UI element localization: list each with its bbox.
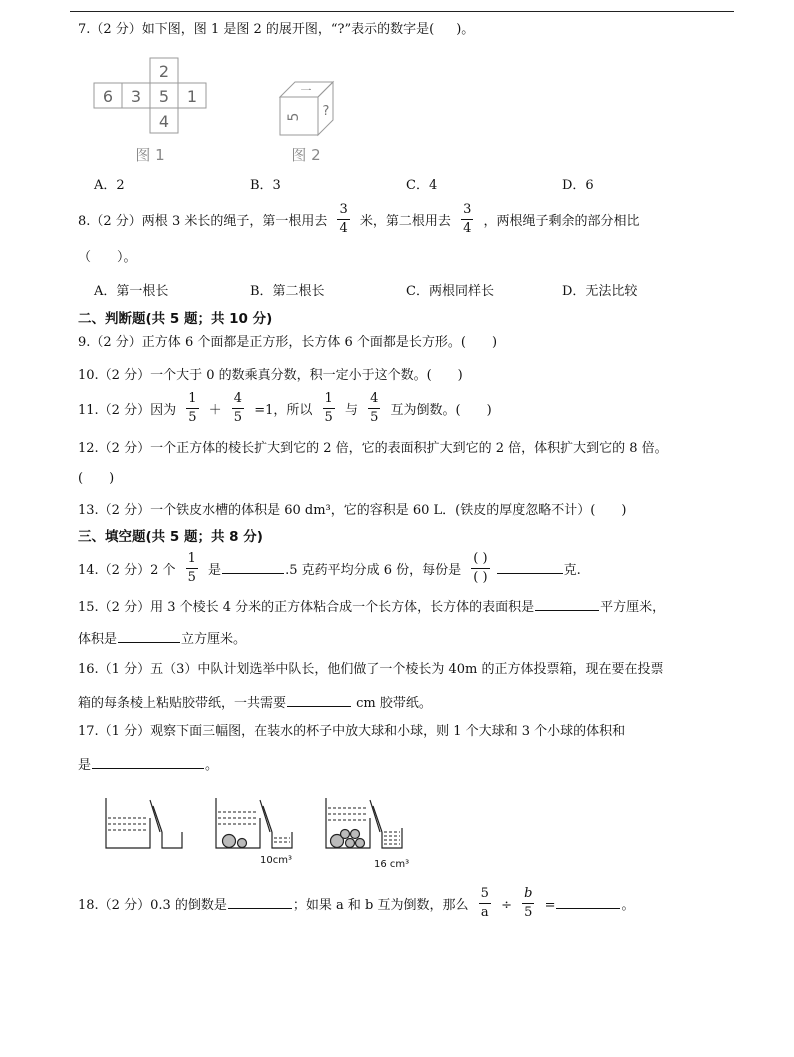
answer-blank[interactable]: [535, 596, 599, 611]
answer-blank[interactable]: [92, 754, 204, 769]
fraction: $\frac{4}{5}$: [233, 391, 243, 425]
fraction: $\frac{5}{a}$: [480, 886, 489, 920]
cube-side-face: ?: [322, 104, 330, 119]
fraction: $\frac{4}{5}$: [370, 391, 379, 425]
big-ball: [223, 835, 236, 848]
q8-option-b[interactable]: B．第二根长: [250, 284, 325, 299]
question-13: 13.（2 分）一个铁皮水槽的体积是 60 dm³，它的容积是 60 L．(铁皮的厚度忽略不计）( ): [78, 503, 627, 518]
answer-blank[interactable]: [228, 894, 292, 909]
question-15: 15.（2 分）用 3 个棱长 4 分米的正方体粘合成一个长方体，长方体的表面积是 平方厘米，: [78, 596, 665, 618]
question-10: 10.（2 分）一个大于 0 的数乘真分数，积一定小于这个数。( ): [78, 368, 463, 383]
net-cell-3: 5: [158, 87, 170, 106]
q8-option-a[interactable]: A．第一根长: [94, 284, 169, 299]
fraction: $\frac{3}{4}$: [339, 202, 348, 236]
figure-1-label: 图 1: [135, 146, 165, 164]
answer-blank[interactable]: [497, 559, 563, 574]
question-17: 17.（1 分）观察下面三幅图，在装水的杯子中放大球和小球，则 1 个大球和 3 个小球的体积和: [78, 724, 626, 739]
net-cell-1: 6: [102, 87, 114, 106]
small-ball: [341, 830, 350, 839]
q8-option-c[interactable]: C．两根同样长: [406, 284, 494, 299]
question-7: 7.（2 分）如下图，图 1 是图 2 的展开图，“?”表示的数字是( )。: [78, 22, 475, 37]
question-18: 18.（2 分）0.3 的倒数是 ；如果 a 和 b 互为倒数，那么 $\frac{5}{a}$ ÷ $\frac{b}{5}$ = 。: [78, 886, 635, 920]
fraction: $\frac{( )}{( )}$: [473, 551, 488, 585]
net-cell-2: 3: [130, 87, 142, 106]
section-2-heading: 二、判断题(共 5 题；共 10 分): [78, 311, 273, 327]
cube-net-figure: [90, 52, 350, 170]
net-cell-bottom: 4: [158, 112, 170, 131]
small-ball: [346, 839, 355, 848]
cup-label-2: 16 cm³: [374, 859, 410, 870]
q7-option-c[interactable]: C．4: [406, 178, 438, 193]
fraction: $\frac{1}{5}$: [324, 391, 333, 425]
small-ball: [356, 839, 365, 848]
question-12-line2: ( ): [78, 471, 115, 486]
cube-front-face: 5: [286, 112, 302, 122]
fraction: $\frac{3}{4}$: [463, 202, 472, 236]
question-11: 11.（2 分）因为 $\frac{1}{5}$ ＋ $\frac{4}{5}$ =1，所以 $\frac{1}{5}$ 与 $\frac{4}{5}$ 互为倒数。( ): [78, 391, 492, 425]
fraction: $\frac{b}{5}$: [524, 886, 533, 920]
fraction: $\frac{1}{5}$: [188, 391, 197, 425]
question-8-line2: （ ）。: [78, 250, 137, 265]
answer-blank[interactable]: [287, 692, 351, 707]
question-15-line2: 体积是 立方厘米。: [78, 628, 246, 650]
q7-option-a[interactable]: A．2: [94, 178, 125, 193]
cup-figure-1: [106, 798, 182, 848]
q8-option-d[interactable]: D．无法比较: [562, 284, 638, 299]
question-16: 16.（1 分）五（3）中队计划选举中队长，他们做了一个棱长为 40m 的正方体投票箱，现在要在投票: [78, 662, 664, 677]
q7-option-d[interactable]: D．6: [562, 178, 594, 193]
question-16-line2: 箱的每条棱上粘贴胶带纸，一共需要 cm 胶带纸。: [78, 692, 432, 714]
net-cell-4: 1: [186, 87, 198, 106]
cup-figure-2: [216, 798, 292, 848]
small-ball: [351, 830, 360, 839]
top-rule: [70, 11, 734, 12]
cups-and-balls-figure: [98, 792, 428, 872]
question-8: 8.（2 分）两根 3 米长的绳子，第一根用去 $\frac{3}{4}$ 米，第二根用去 $\frac{3}{4}$ ，两根绳子剩余的部分相比: [78, 202, 640, 236]
fraction: $\frac{1}{5}$: [187, 551, 196, 585]
net-cell-top: 2: [158, 62, 170, 81]
cup-label-1: 10cm³: [260, 855, 292, 866]
question-12: 12.（2 分）一个正方体的棱长扩大到它的 2 倍，它的表面积扩大到它的 2 倍，体积扩大到它的 8 倍。: [78, 441, 668, 456]
answer-blank[interactable]: [222, 559, 284, 574]
small-ball: [238, 839, 247, 848]
answer-blank[interactable]: [556, 894, 620, 909]
q7-option-b[interactable]: B．3: [250, 178, 281, 193]
answer-blank[interactable]: [118, 628, 180, 643]
section-3-heading: 三、填空题(共 5 题；共 8 分): [78, 529, 263, 545]
question-14: 14.（2 分）2 个 $\frac{1}{5}$ 是 .5 克药平均分成 6 份，每份是 $\frac{( )}{( )}$ 克.: [78, 551, 581, 585]
cube-top-face: 一: [300, 84, 312, 97]
cup-figure-3: [326, 798, 402, 848]
question-9: 9.（2 分）正方体 6 个面都是正方形，长方体 6 个面都是长方形。( ): [78, 335, 498, 350]
question-17-line2: 是 。: [78, 754, 218, 776]
figure-2-label: 图 2: [291, 146, 321, 164]
